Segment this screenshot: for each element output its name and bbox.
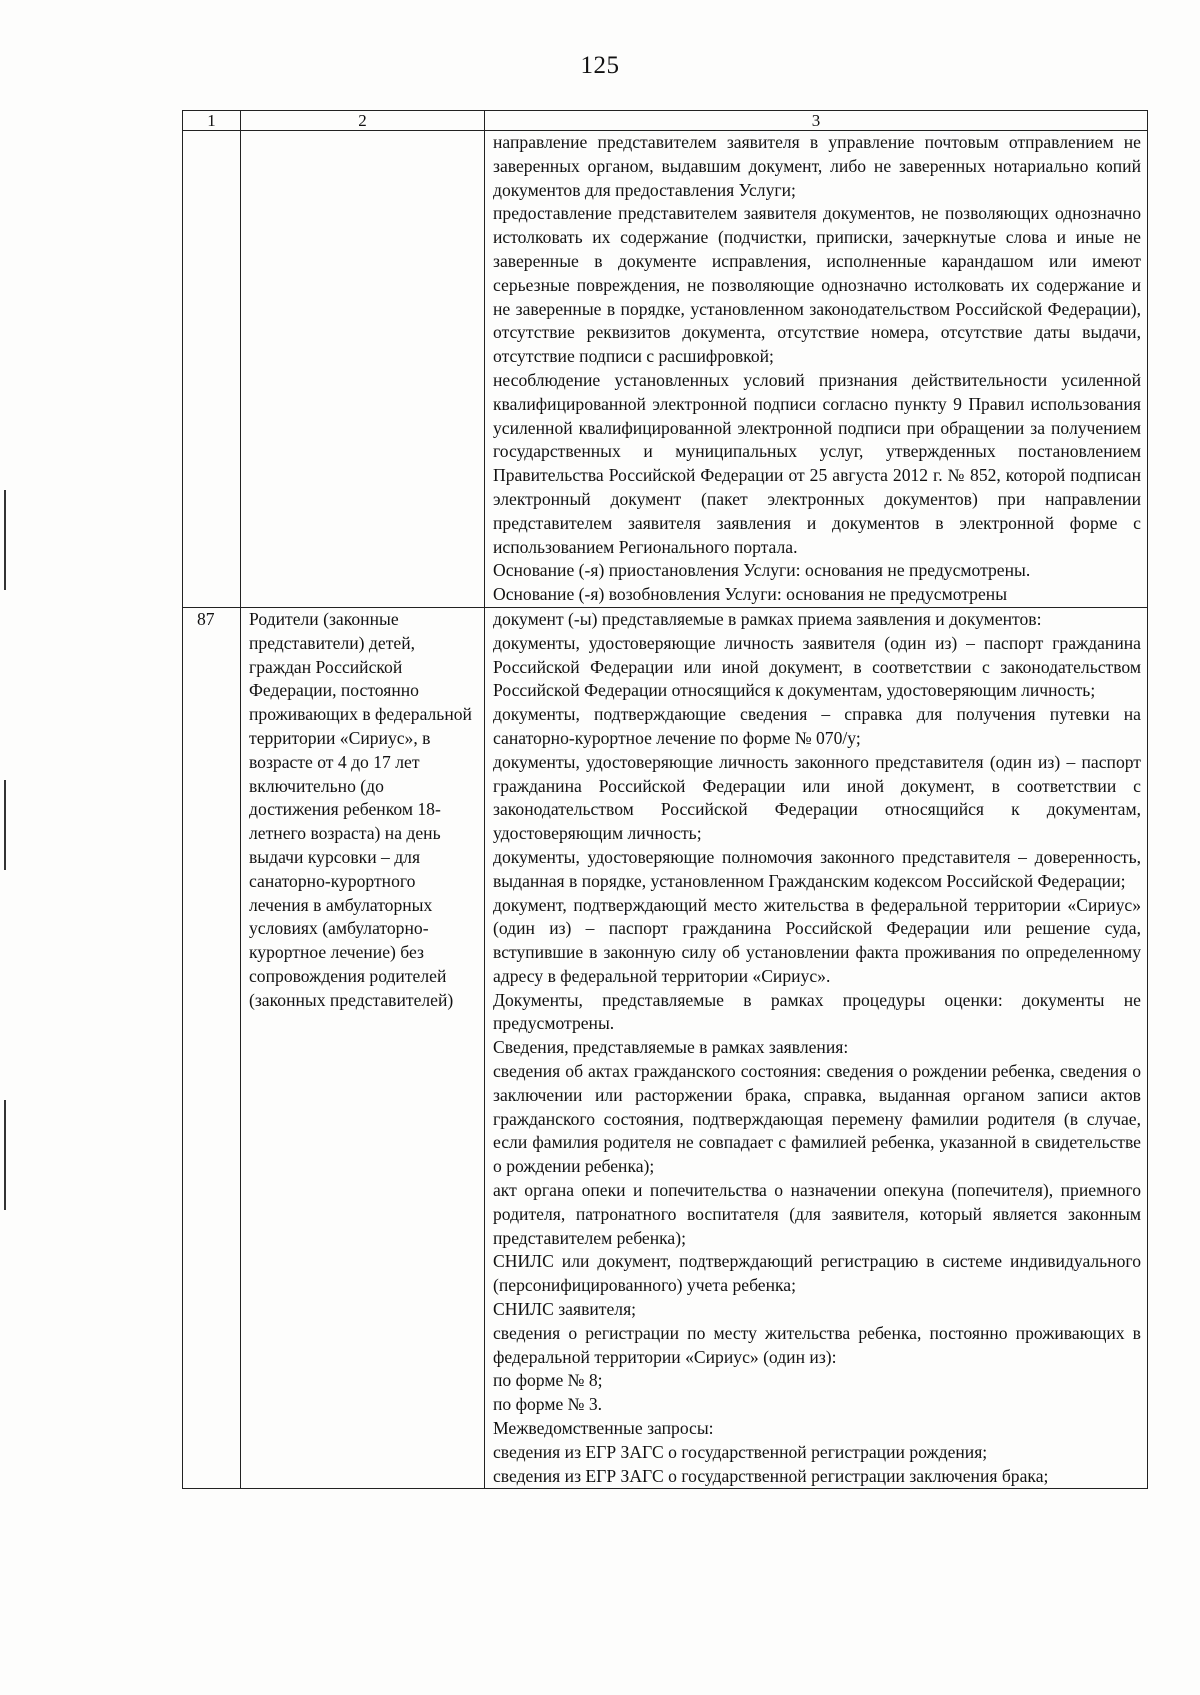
row-number <box>183 131 241 608</box>
paragraph: Основание (-я) приостановления Услуги: основания не предусмотрены. <box>493 560 1031 581</box>
scan-artifact <box>4 1100 6 1210</box>
scan-artifact <box>4 780 6 870</box>
paragraph: сведения о регистрации по месту жительства ребенка, постоянно проживающих в федеральной территории «Сириус» (один из): <box>493 1322 1141 1367</box>
applicant-category: Родители (законные представители) детей, граждан Российской Федерации, постоянно проживающих в федеральной территории «Сириус», в возрасте от 4 до 17 лет включительно (до достижения ребенком 18-летнего возраста) на день выдачи курсовки – для санаторно-курортного лечения в амбулаторных условиях (амбулаторно-курортное лечение) без сопровождения родителей (законных представителей) <box>241 607 485 1488</box>
row-content <box>485 131 1148 608</box>
paragraph: акт органа опеки и попечительства о назначении опекуна (попечителя), приемного родителя, патронатного воспитателя (для заявителя, который является законным представителем ребенка); <box>493 1180 1141 1248</box>
table-row <box>183 607 1148 1488</box>
paragraph: направление представителем заявителя в управление почтовым отправлением не заверенных органом, выдавшим документ, либо не заверенных нотариально копий документов для предоставления Услуги; <box>493 132 1141 200</box>
paragraph: документы, удостоверяющие личность заявителя (один из) – паспорт гражданина Российской Федерации или иной документ, в соответствии с законодательством Российской Федерации относящийся к документам, удостоверяющим личность; <box>493 632 1141 701</box>
paragraph: Сведения, представляемые в рамках заявления: <box>493 1037 849 1058</box>
table-header-row <box>183 111 1148 131</box>
row-number: 87 <box>183 607 241 1488</box>
scan-artifact <box>4 490 6 590</box>
table-row <box>183 131 1148 608</box>
paragraph: Основание (-я) возобновления Услуги: основания не предусмотрены <box>493 584 1008 605</box>
paragraph: СНИЛС или документ, подтверждающий регистрацию в системе индивидуального (персонифицированного) учета ребенка; <box>493 1251 1141 1296</box>
paragraph: документы, удостоверяющие полномочия законного представителя – доверенность, выданная в порядке, установленном Гражданским кодексом Российской Федерации; <box>493 846 1141 891</box>
services-table <box>182 110 1148 1489</box>
paragraph: сведения из ЕГР ЗАГС о государственной регистрации рождения; <box>493 1441 988 1462</box>
applicant-category <box>241 131 485 608</box>
paragraph: документы, удостоверяющие личность законного представителя (один из) – паспорт гражданина Российской Федерации или иной документ, в соответствии с законодательством Российской Федерации относящийся к документам, удостоверяющим личность; <box>493 751 1141 844</box>
paragraph: Документы, представляемые в рамках процедуры оценки: документы не предусмотрены. <box>493 989 1141 1034</box>
paragraph: сведения из ЕГР ЗАГС о государственной регистрации заключения брака; <box>493 1465 1049 1486</box>
paragraph: по форме № 3. <box>493 1394 603 1415</box>
paragraph: Межведомственные запросы: <box>493 1418 714 1439</box>
paragraph: несоблюдение установленных условий признания действительности усиленной квалифицированной электронной подписи согласно пункту 9 Правил использования усиленной квалифицированной электронной подписи при обращении за получением государственных и муниципальных услуг, утвержденных постановлением Правительства Российской Федерации от 25 августа 2012 г. № 852, которой подписан электронный документ (пакет электронных документов) при направлении представителем заявителя заявления и документов в электронной форме с использованием Регионального портала. <box>493 369 1141 557</box>
column-header-2: 2 <box>241 111 485 131</box>
column-header-1: 1 <box>183 111 241 131</box>
paragraph: по форме № 8; <box>493 1370 603 1391</box>
paragraph: документы, подтверждающие сведения – справка для получения путевки на санаторно-курортное лечение по форме № 070/у; <box>493 704 1141 748</box>
row-content <box>485 607 1148 1488</box>
paragraph: СНИЛС заявителя; <box>493 1299 637 1320</box>
column-header-3: 3 <box>485 111 1148 131</box>
paragraph: документ (-ы) представляемые в рамках приема заявления и документов: <box>493 608 1042 629</box>
paragraph: сведения об актах гражданского состояния: сведения о рождении ребенка, сведения о заключении или расторжении брака, справка, выданная органом записи актов гражданского состояния, подтверждающая перемену фамилии родителя (в случае, если фамилия родителя не совпадает с фамилией ребенка, указанной в свидетельстве о рождении ребенка); <box>493 1061 1141 1177</box>
paragraph: документ, подтверждающий место жительства в федеральной территории «Сириус» (один из) – паспорт гражданина Российской Федерации или решение суда, вступившие в законную силу об установлении факта проживания по определенному адресу в федеральной территории «Сириус». <box>493 894 1141 986</box>
page-number: 125 <box>580 52 620 79</box>
paragraph: предоставление представителем заявителя документов, не позволяющих однозначно истолковать их содержание (подчистки, приписки, зачеркнутые слова и иные не заверенные в документе исправления, исполненные карандашом или имеют серьезные повреждения, не позволяющие однозначно истолковать их содержание и не заверенные в порядке, установленном законодательством Российской Федерации), отсутствие реквизитов документа, отсутствие номера, отсутствие даты выдачи, отсутствие подписи с расшифровкой; <box>493 203 1141 367</box>
